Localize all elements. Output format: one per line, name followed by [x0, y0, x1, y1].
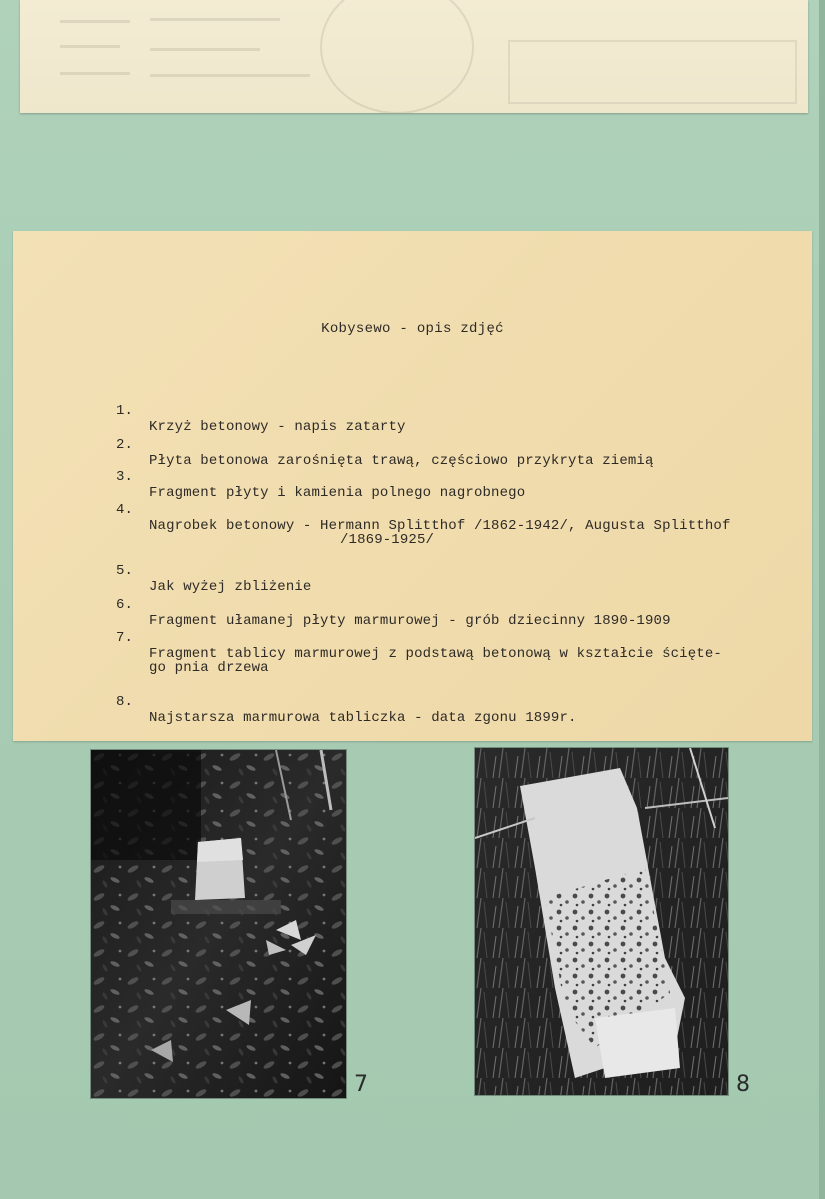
board-edge [819, 0, 825, 1199]
faint-mark [150, 18, 280, 21]
item-number: 1. [116, 403, 134, 419]
item-number: 6. [116, 597, 134, 613]
faint-stamp-box [508, 40, 797, 104]
photo-8-number: 8 [736, 1072, 750, 1097]
faint-mark [60, 45, 120, 48]
item-text: Fragment ułamanej płyty marmurowej - grób dziecinny 1890-1909 [149, 613, 671, 629]
faint-mark [150, 48, 260, 51]
faint-stamp [320, 0, 474, 113]
item-text: Nagrobek betonowy - Hermann Splitthof /1862-1942/, Augusta Splitthof [149, 518, 731, 534]
photo-8 [475, 748, 728, 1095]
top-archive-card [20, 0, 808, 113]
list-item [13, 678, 577, 742]
faint-mark [150, 74, 310, 77]
photo-8-image [475, 748, 728, 1095]
item-text: Płyta betonowa zarośnięta trawą, częściowo przykryta ziemią [149, 453, 654, 469]
item-number: 8. [116, 694, 134, 710]
item-number: 5. [116, 563, 134, 579]
document-title: Kobysewo - opis zdjęć [321, 321, 504, 337]
description-card [13, 231, 812, 741]
photo-7-image [91, 750, 346, 1098]
item-continuation: /1869-1925/ [340, 532, 435, 548]
item-text: Najstarsza marmurowa tabliczka - data zgonu 1899r. [149, 710, 577, 726]
item-number: 7. [116, 630, 134, 646]
item-text: Krzyż betonowy - napis zatarty [149, 419, 406, 435]
photo-7-number: 7 [354, 1072, 368, 1097]
photo-7 [91, 750, 346, 1098]
item-number: 2. [116, 437, 134, 453]
item-text: Fragment płyty i kamienia polnego nagrobnego [149, 485, 526, 501]
item-text: Jak wyżej zbliżenie [149, 579, 312, 595]
item-continuation: go pnia drzewa [149, 660, 269, 676]
item-number: 3. [116, 469, 134, 485]
faint-mark [60, 72, 130, 75]
item-number: 4. [116, 502, 134, 518]
item-text: Fragment tablicy marmurowej z podstawą betonową w kształcie ścięte- [149, 646, 722, 662]
faint-mark [60, 20, 130, 23]
